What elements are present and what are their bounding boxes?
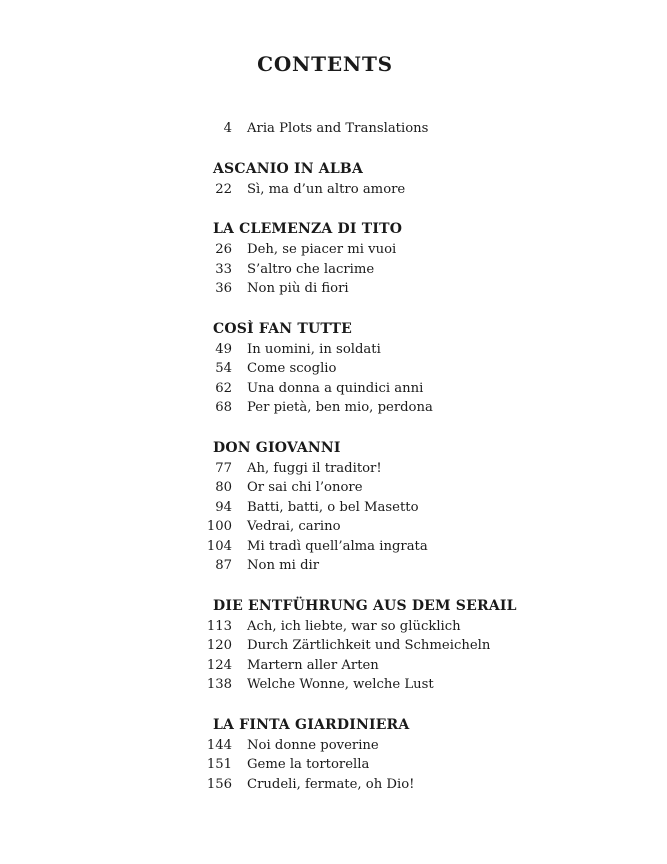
page-number: 62	[215, 380, 232, 396]
page-number: 22	[215, 181, 232, 197]
toc-entry	[180, 656, 650, 676]
aria-title: Noi donne poverine	[247, 737, 379, 753]
page-number: 87	[215, 558, 232, 573]
aria-title: Sì, ma d’un altro amore	[247, 181, 406, 197]
page-number: 33	[215, 261, 232, 277]
toc-sections	[180, 119, 650, 814]
toc-entry	[180, 478, 650, 498]
page-number: 104	[206, 538, 232, 554]
toc-entry	[180, 260, 650, 280]
opera-header: LA FINTA GIARDINIERA	[213, 716, 410, 733]
page-number: 124	[206, 657, 232, 673]
page-number: 138	[206, 677, 232, 692]
aria-title: Vedrai, carino	[247, 519, 341, 534]
toc-section	[180, 219, 650, 299]
page-number: 156	[206, 776, 232, 792]
toc-entry	[180, 537, 650, 557]
page-number: 80	[215, 480, 232, 495]
toc-entry	[180, 736, 650, 756]
toc-section	[180, 438, 650, 576]
toc-section	[180, 715, 650, 795]
opera-header: ASCANIO IN ALBA	[213, 160, 364, 177]
toc-entry	[180, 459, 650, 479]
page-number: 151	[206, 757, 232, 772]
toc-entry	[180, 498, 650, 518]
page-number: 36	[215, 281, 232, 296]
aria-title: Batti, batti, o bel Masetto	[247, 499, 419, 515]
aria-title: Mi tradì quell’alma ingrata	[247, 538, 428, 554]
toc-section	[180, 596, 650, 695]
aria-title: Una donna a quindici anni	[247, 380, 424, 396]
opera-header: COSÌ FAN TUTTE	[213, 320, 352, 337]
opera-header: DON GIOVANNI	[213, 439, 341, 456]
aria-title: Come scoglio	[247, 361, 337, 376]
page-number: 100	[206, 519, 232, 534]
aria-title: Martern aller Arten	[247, 657, 379, 673]
page-number: 77	[215, 460, 232, 476]
opera-header: LA CLEMENZA DI TITO	[213, 221, 403, 237]
aria-title: S’altro che lacrime	[247, 261, 375, 277]
toc-section	[180, 319, 650, 418]
aria-title: Aria Plots and Translations	[247, 121, 429, 136]
toc-entry	[180, 398, 650, 418]
page-number: 120	[206, 638, 232, 653]
aria-title: Per pietà, ben mio, perdona	[247, 400, 433, 415]
page-number: 68	[215, 400, 232, 415]
toc-section	[180, 119, 650, 139]
page-number: 54	[215, 361, 232, 376]
aria-title: Non mi dir	[247, 558, 320, 573]
toc-entry	[180, 775, 650, 795]
toc-entry	[180, 119, 650, 139]
aria-title: Geme la tortorella	[247, 757, 370, 772]
toc-entry	[180, 340, 650, 360]
aria-title: Durch Zärtlichkeit und Schmeicheln	[247, 638, 491, 653]
opera-header: DIE ENTFÜHRUNG AUS DEM SERAIL	[213, 597, 517, 614]
toc-entry	[180, 556, 650, 576]
toc-entry	[180, 755, 650, 775]
page-number: 144	[206, 737, 232, 753]
toc-entry	[180, 617, 650, 637]
aria-title: In uomini, in soldati	[247, 341, 381, 357]
aria-title: Ah, fuggi il traditor!	[247, 460, 382, 476]
page-number: 4	[223, 121, 232, 136]
aria-title: Or sai chi l’onore	[247, 480, 363, 495]
toc-entry	[180, 180, 650, 200]
toc-entry	[180, 675, 650, 695]
toc-entry	[180, 240, 650, 260]
aria-title: Non più di fiori	[247, 281, 349, 296]
toc-entry	[180, 359, 650, 379]
page-number: 94	[215, 499, 232, 515]
toc-entry	[180, 379, 650, 399]
contents-title: CONTENTS	[257, 52, 393, 76]
aria-title: Ach, ich liebte, war so glücklich	[247, 618, 461, 634]
toc-entry	[180, 636, 650, 656]
page-number: 113	[206, 618, 232, 634]
aria-title: Deh, se piacer mi vuoi	[247, 242, 397, 257]
page-number: 49	[215, 341, 232, 357]
page-number: 26	[215, 242, 232, 257]
aria-title: Welche Wonne, welche Lust	[247, 677, 434, 692]
toc-section	[180, 159, 650, 200]
toc-entry	[180, 279, 650, 299]
toc-entry	[180, 517, 650, 537]
aria-title: Crudeli, fermate, oh Dio!	[247, 776, 415, 792]
